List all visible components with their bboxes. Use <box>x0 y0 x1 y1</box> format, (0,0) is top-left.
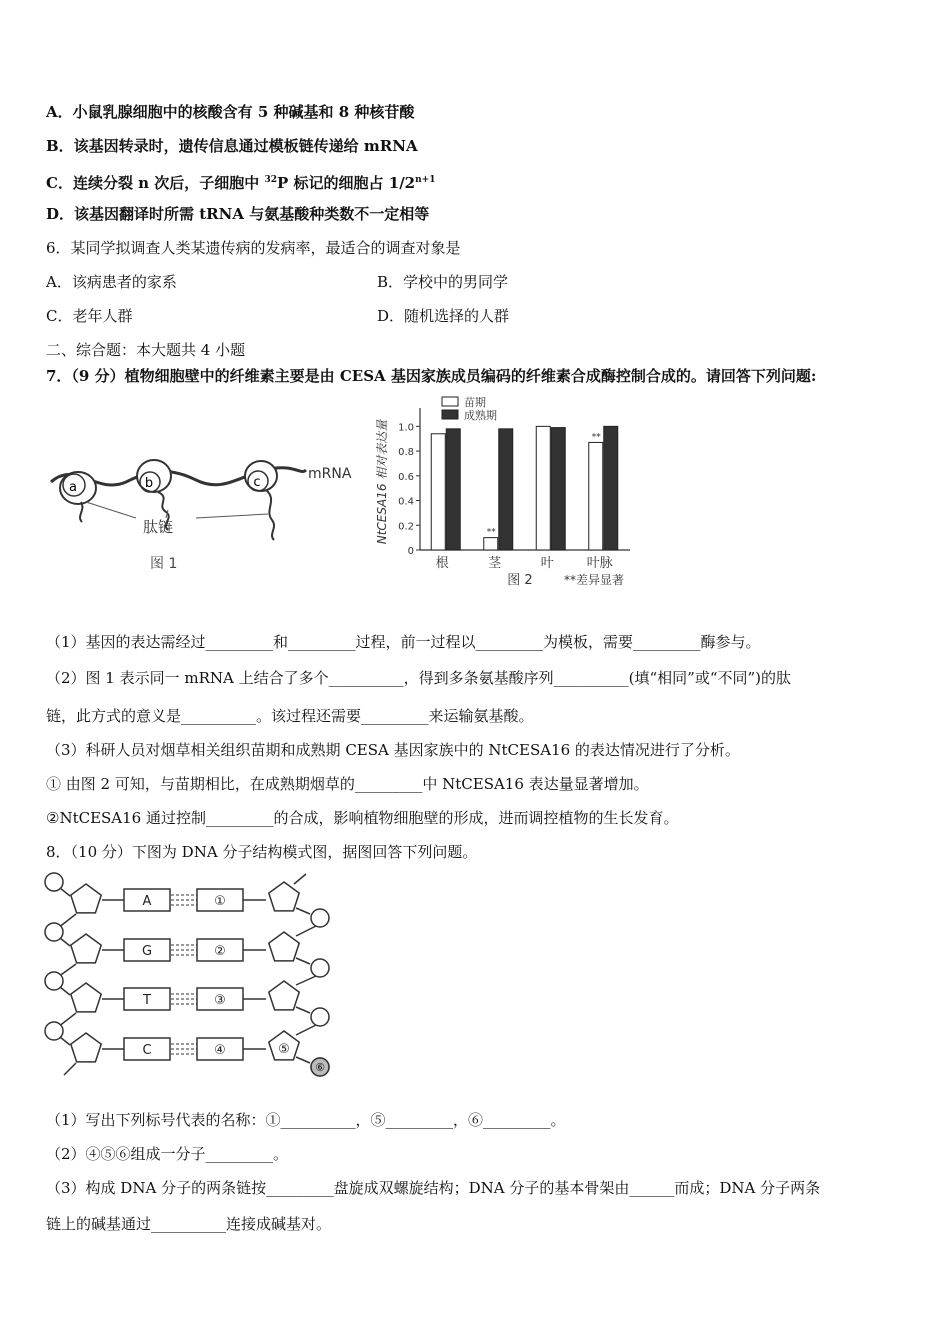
phosphate-right-0 <box>311 909 329 927</box>
bond-right-3 <box>296 1057 310 1063</box>
y-tick-label-2: 0.4 <box>398 496 414 508</box>
q7-part3-1: ① 由图 2 可知，与苗期相比，在成熟期烟草的_________中 NtCESA16 表达量显著增加。 <box>46 775 649 793</box>
base-right-label-1: ② <box>214 944 226 959</box>
x-tick-label-1: 茎 <box>488 556 502 571</box>
bond-right-0 <box>296 908 310 914</box>
chart-title: 图 2 <box>507 573 533 588</box>
bond-left-3 <box>60 1037 70 1045</box>
y-axis-label: NtCESA16 相对表达量 <box>375 419 389 545</box>
bond-left-2 <box>60 987 70 995</box>
bar-苗期-叶 <box>536 426 550 550</box>
q5-option-c: C．连续分裂 n 次后，子细胞中 $^{32}$P 标记的细胞占 $1/2^{n+1}$ <box>46 174 436 192</box>
q6-option-b: B．学校中的男同学 <box>377 273 509 291</box>
y-tick-label-4: 0.8 <box>398 447 414 459</box>
legend-swatch-0 <box>442 397 458 406</box>
ribosome-label-c: c <box>253 475 261 490</box>
deoxyribose-right-1 <box>269 932 299 961</box>
bar-成熟期-叶 <box>551 428 565 550</box>
chart-note: **差异显著 <box>564 573 625 587</box>
q6-option-d: D．随机选择的人群 <box>377 307 510 325</box>
q7-stem: 7．（9 分）植物细胞壁中的纤维素主要是由 CESA 基因家族成员编码的纤维素合成酶控制合成的。请回答下列问题: <box>46 367 817 385</box>
bond-left-1 <box>60 938 70 946</box>
ribosome-label-b: b <box>144 476 154 491</box>
base-right-label-2: ③ <box>214 993 226 1008</box>
label-six: ⑥ <box>315 1061 325 1074</box>
backbone-right-2 <box>296 976 316 985</box>
peptide-label: 肽链 <box>143 518 174 536</box>
bond-right-2 <box>296 1007 310 1013</box>
bond-left-0 <box>60 888 70 896</box>
ribosome-c <box>245 461 277 540</box>
q7-part1: （1）基因的表达需经过_________和_________过程，前一过程以_________为模板，需要_________酶参与。 <box>46 633 761 651</box>
q7-figure1 <box>46 440 366 580</box>
bond-right-1 <box>296 958 310 964</box>
base-left-label-3: C <box>142 1043 152 1058</box>
y-tick-label-3: 0.6 <box>398 471 414 483</box>
q6-option-c: C．老年人群 <box>46 307 133 325</box>
y-tick-label-5: 1.0 <box>398 422 414 434</box>
ribosome-label-a: a <box>69 480 77 495</box>
deoxyribose-left-2 <box>71 983 101 1012</box>
base-right-label-0: ① <box>214 894 226 909</box>
deoxyribose-left-3 <box>71 1033 101 1062</box>
q8-dna-diagram <box>44 872 340 1082</box>
bar-苗期-茎 <box>484 538 498 550</box>
q6-option-a: A．该病患者的家系 <box>46 273 177 291</box>
q7-part3-2: ②NtCESA16 通过控制_________的合成，影响植物细胞壁的形成，进而调控植物的生长发育。 <box>46 809 679 827</box>
phosphate-right-1 <box>311 959 329 977</box>
significance-mark-3: ** <box>591 432 601 443</box>
bar-成熟期-茎 <box>499 429 513 550</box>
q8-part3b: 链上的碱基通过__________连接成碱基对。 <box>46 1215 332 1233</box>
significance-mark-1: ** <box>486 527 496 538</box>
q5-option-b: B．该基因转录时，遗传信息通过模板链传递给 mRNA <box>46 137 418 155</box>
backbone-right-1 <box>296 926 316 936</box>
x-tick-label-2: 叶 <box>540 556 554 571</box>
deoxyribose-left-0 <box>71 884 101 913</box>
x-tick-label-3: 叶脉 <box>586 556 613 571</box>
deoxyribose-right-0 <box>269 882 299 911</box>
q7-part2b: 链，此方式的意义是__________。该过程还需要_________来运输氨基酸。 <box>46 707 534 725</box>
q6-stem: 6．某同学拟调查人类某遗传病的发病率，最适合的调查对象是 <box>46 239 461 257</box>
label-five: ⑤ <box>278 1042 290 1057</box>
x-tick-label-0: 根 <box>435 556 449 571</box>
legend-swatch-1 <box>442 410 458 419</box>
q7-figure2-chart <box>372 394 662 590</box>
backbone-right-start <box>294 874 306 884</box>
phosphate-right-2 <box>311 1008 329 1026</box>
bar-苗期-叶脉 <box>589 442 603 550</box>
base-left-label-0: A <box>142 894 152 909</box>
backbone-right-3 <box>296 1025 316 1035</box>
q7-part2a: （2）图 1 表示同一 mRNA 上结合了多个__________，得到多条氨基酸序列__________(填“相同”或“不同”)的肽 <box>46 669 792 687</box>
legend-label-0: 苗期 <box>464 396 486 409</box>
q8-stem: 8．（10 分）下图为 DNA 分子结构模式图，据图回答下列问题。 <box>46 843 478 861</box>
y-tick-label-0: 0 <box>407 546 414 557</box>
base-left-label-2: T <box>143 993 151 1008</box>
y-tick-label-1: 0.2 <box>398 521 414 533</box>
base-left-label-1: G <box>141 944 153 959</box>
base-right-label-3: ④ <box>214 1043 226 1058</box>
q8-part2: （2）④⑤⑥组成一分子_________。 <box>46 1145 289 1163</box>
q8-part3a: （3）构成 DNA 分子的两条链按_________盘旋成双螺旋结构；DNA 分子的基本骨架由______而成；DNA 分子两条 <box>46 1179 821 1197</box>
q8-part1: （1）写出下列标号代表的名称：①__________，⑤_________，⑥_________。 <box>46 1111 566 1129</box>
bar-成熟期-叶脉 <box>604 426 618 550</box>
backbone-left-end <box>64 1063 76 1075</box>
q5-option-d: D．该基因翻译时所需 tRNA 与氨基酸种类数不一定相等 <box>46 205 430 223</box>
legend-label-1: 成熟期 <box>464 409 497 422</box>
bar-苗期-根 <box>431 434 445 550</box>
deoxyribose-left-1 <box>71 934 101 963</box>
fig1-caption: 图 1 <box>150 556 178 572</box>
deoxyribose-right-2 <box>269 981 299 1010</box>
section-heading: 二、综合题：本大题共 4 小题 <box>46 341 246 359</box>
q5-option-a: A．小鼠乳腺细胞中的核酸含有 5 种碱基和 8 种核苷酸 <box>46 103 415 121</box>
bar-成熟期-根 <box>446 429 460 550</box>
ribosome-a <box>60 472 96 522</box>
q7-part3: （3）科研人员对烟草相关组织苗期和成熟期 CESA 基因家族中的 NtCESA16 的表达情况进行了分析。 <box>46 741 740 759</box>
mrna-label: mRNA <box>308 466 352 482</box>
